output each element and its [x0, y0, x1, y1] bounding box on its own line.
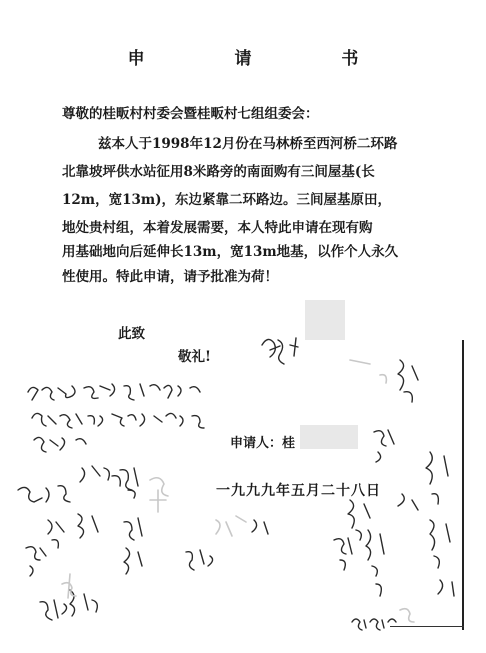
document-date: 一九九九年五月二十八日: [216, 483, 381, 499]
closing-salute: 敬礼!: [178, 349, 211, 365]
body-line-6: 性使用。特此申请，请予批准为荷！: [62, 269, 278, 285]
body-line-1: 兹本人于1998年12月份在马林桥至西河桥二环路: [98, 136, 398, 152]
body-line-2: 北靠坡坪供水站征用8米路旁的南面购有三间屋基(长: [62, 164, 375, 180]
body-line-5: 用基础地向后延伸长13m，宽13m地基，以作个人永久: [62, 244, 399, 260]
body-line-3: 12m，宽13m)，东边紧靠二环路边。三间屋基原田，: [62, 192, 392, 208]
body-line-4: 地处贵村组，本着发展需要，本人特此申请在现有购: [62, 220, 373, 236]
salutation: 尊敬的桂畈村村委会暨桂畈村七组组委会：: [62, 106, 319, 122]
applicant-label: 申请人：桂: [230, 436, 296, 451]
document-title: 申 请 书: [127, 49, 401, 69]
closing-greeting: 此致: [118, 326, 145, 342]
